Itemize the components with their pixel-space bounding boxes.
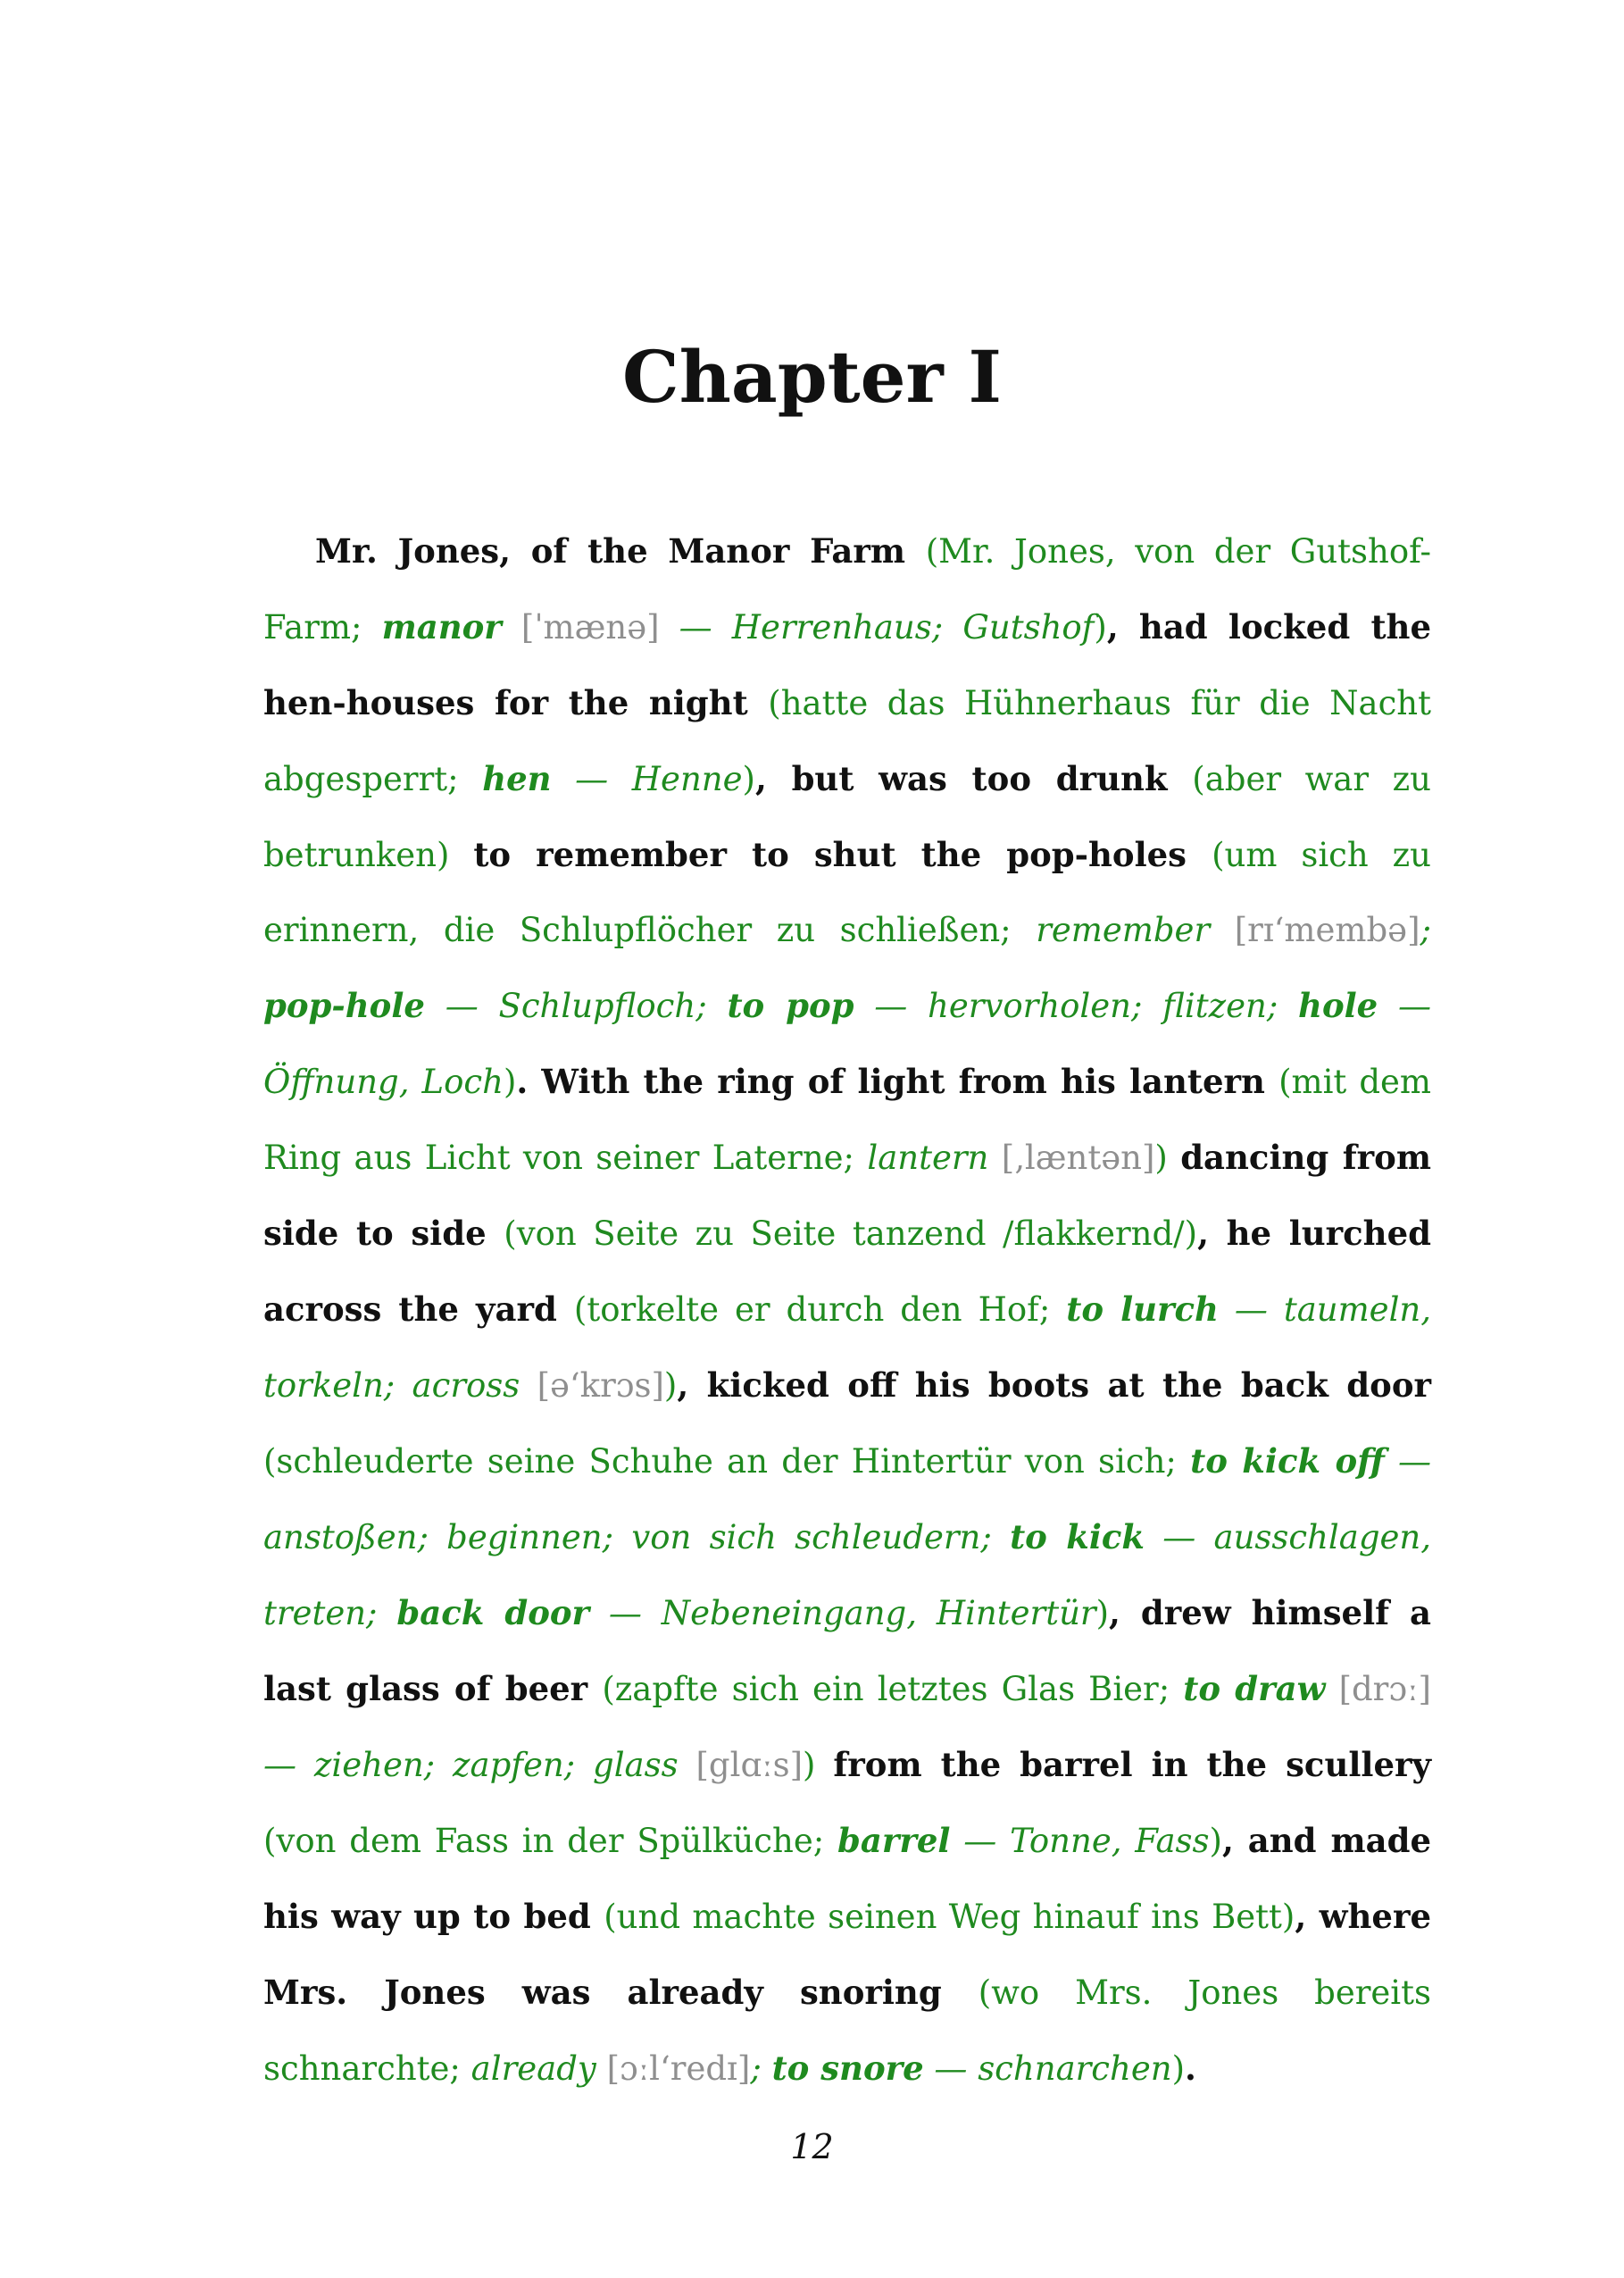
vocabulary-definition: remember	[1036, 911, 1235, 949]
phonetic-transcription: [rɪ‘membə]	[1234, 911, 1420, 949]
german-translation: (aber war zu betrunken)	[263, 760, 1431, 874]
english-text: , where Mrs. Jones was already snoring	[263, 1897, 1431, 2012]
vocabulary-definition: — taumeln, torkeln; across	[263, 1290, 1431, 1405]
vocabulary-term: barrel	[837, 1821, 951, 1860]
vocabulary-definition: — Schlupfloch;	[424, 987, 728, 1025]
phonetic-transcription: [‚læntən]	[1001, 1139, 1155, 1177]
german-translation: (schleuderte seine Schuhe an der Hintertür von sich;	[263, 1442, 1191, 1481]
german-translation: (zapfte sich ein letztes Glas Bier;	[602, 1670, 1184, 1708]
german-translation	[502, 608, 521, 647]
vocabulary-term: to kick	[1010, 1517, 1145, 1556]
chapter-paragraph	[263, 513, 1431, 2107]
english-text: , had locked the hen-houses for the night	[263, 607, 1431, 722]
vocabulary-definition: already	[471, 2049, 607, 2088]
german-translation: (mit dem Ring aus Licht von seiner Laterne;	[263, 1063, 1431, 1177]
english-text: , but was too drunk	[754, 759, 1193, 798]
vocabulary-term: to snore	[771, 2049, 924, 2088]
german-translation: )	[1171, 2049, 1186, 2088]
german-translation: (Mr. Jones, von der Gutshof-Farm;	[263, 532, 1431, 647]
phonetic-transcription: [glɑːs]	[695, 1746, 804, 1784]
vocabulary-definition: — Henne	[551, 760, 743, 798]
vocabulary-definition: — schnarchen	[923, 2049, 1172, 2088]
vocabulary-term: pop-hole	[263, 986, 425, 1025]
vocabulary-definition: — ziehen; zapfen; glass	[263, 1746, 696, 1784]
vocabulary-definition: — ausschlagen, treten;	[263, 1518, 1431, 1632]
english-text: , and made his way up to bed	[263, 1821, 1431, 1936]
german-translation: )	[503, 1063, 517, 1101]
vocabulary-definition: — anstoßen; beginnen; von sich schleudern;	[263, 1442, 1431, 1556]
phonetic-transcription: [ɔːl‘redɪ]	[606, 2049, 751, 2088]
vocabulary-definition: — Nebeneingang, Hintertür	[589, 1594, 1096, 1632]
vocabulary-term: hole	[1298, 986, 1378, 1025]
english-text: , he lurched across the yard	[263, 1214, 1431, 1329]
german-translation: )	[1209, 1822, 1222, 1860]
vocabulary-definition: — Öffnung, Loch	[263, 987, 1431, 1101]
vocabulary-definition: — Tonne, Fass	[950, 1822, 1210, 1860]
english-text: , drew himself a last glass of beer	[263, 1593, 1431, 1708]
english-text: to remember to shut the pop-holes	[473, 835, 1212, 874]
german-translation: (hatte das Hühnerhaus für die Nacht abgesperrt;	[263, 684, 1431, 798]
german-translation: (von dem Fass in der Spülküche;	[263, 1822, 838, 1860]
german-translation: (und machte seinen Weg hinauf ins Bett)	[604, 1898, 1295, 1936]
english-text: from the barrel in the scullery	[833, 1745, 1432, 1784]
german-translation: )	[1095, 1594, 1110, 1632]
german-translation: )	[742, 760, 755, 798]
german-translation	[1325, 1670, 1338, 1708]
german-translation: )	[663, 1366, 678, 1405]
german-translation	[988, 1139, 1001, 1177]
english-text: . With the ring of light from his lantern	[516, 1062, 1279, 1101]
german-translation: )	[1094, 608, 1107, 647]
vocabulary-term: hen	[482, 759, 552, 798]
german-translation: )	[1154, 1139, 1181, 1177]
vocabulary-term: manor	[381, 607, 502, 647]
phonetic-transcription: [ˈmænə]	[521, 608, 660, 647]
vocabulary-definition: ;	[1420, 911, 1431, 949]
german-translation: (torkelte er durch den Hof;	[573, 1290, 1067, 1329]
german-translation: (von Seite zu Seite tanzend /flakkernd/)	[504, 1214, 1198, 1253]
vocabulary-definition: — Herrenhaus; Gutshof	[659, 608, 1095, 647]
phonetic-transcription: [drɔː]	[1338, 1670, 1431, 1708]
vocabulary-term: to draw	[1183, 1669, 1326, 1708]
chapter-title: Chapter I	[622, 335, 1002, 419]
phonetic-transcription: [ə‘krɔs]	[537, 1366, 664, 1405]
german-translation: (um sich zu erinnern, die Schlupflöcher zu schließen;	[263, 836, 1431, 949]
vocabulary-definition: ;	[750, 2049, 772, 2088]
page-number: 12	[790, 2127, 834, 2166]
vocabulary-term: back door	[396, 1593, 590, 1632]
english-text: , kicked off his boots at the back door	[677, 1365, 1431, 1405]
vocabulary-term: to lurch	[1066, 1289, 1219, 1329]
german-translation: )	[803, 1746, 834, 1784]
english-text: .	[1185, 2049, 1196, 2088]
vocabulary-term: to kick off	[1190, 1441, 1385, 1481]
english-text: Mr. Jones, of the Manor Farm	[315, 531, 926, 571]
german-translation: (wo Mrs. Jones bereits schnarchte;	[263, 1973, 1431, 2088]
vocabulary-definition: lantern	[867, 1139, 989, 1177]
english-text: dancing from side to side	[263, 1138, 1431, 1253]
vocabulary-definition: — hervorholen; flitzen;	[854, 987, 1299, 1025]
vocabulary-term: to pop	[727, 986, 854, 1025]
